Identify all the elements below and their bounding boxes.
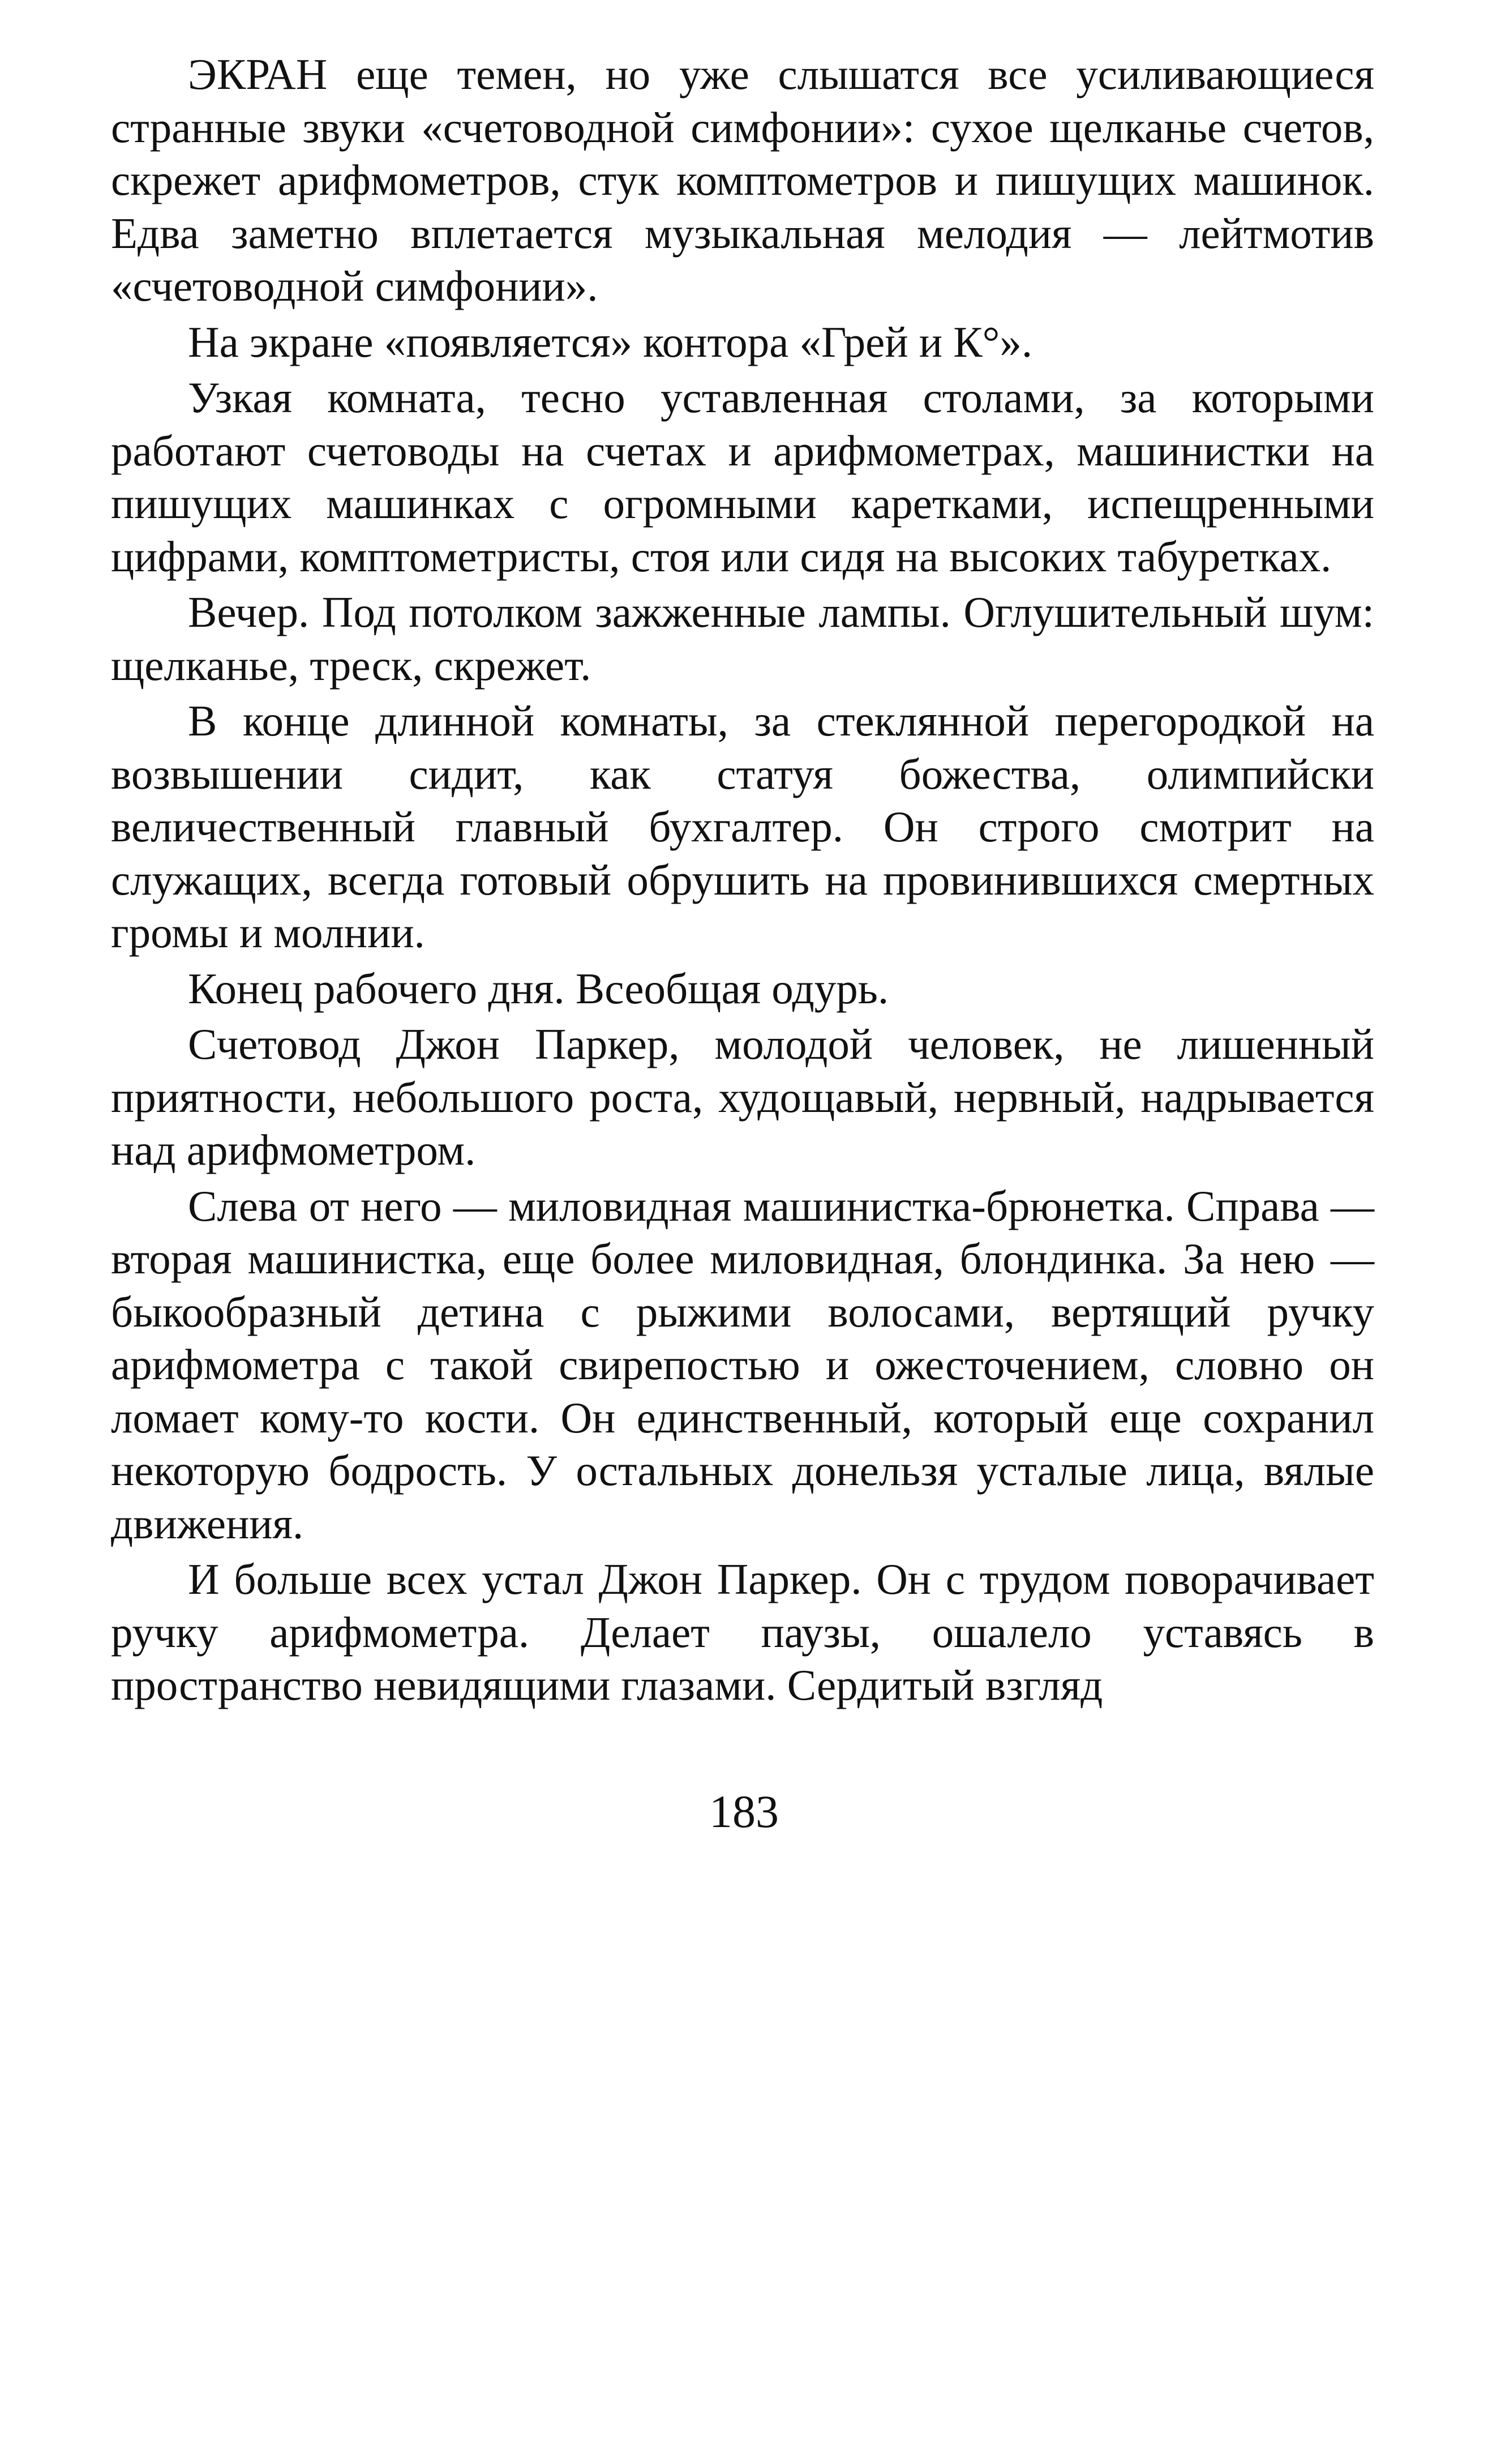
- paragraph-2: На экране «появляется» контора «Грей и К°».: [188, 317, 1033, 366]
- paragraph-7: Счетовод Джон Паркер, молодой человек, не лишенный приятности, небольшого роста, худощавый, нервный, надрывается над арифмометром.: [111, 1020, 1374, 1174]
- paragraph-5: В конце длинной комнаты, за стеклянной перегородкой на возвышении сидит, как статуя божества, олимпийски величественный главный бухгалтер. Он строго смотрит на служащих, всегда готовый обрушить на провинившихся смертных громы и молнии.: [111, 696, 1374, 957]
- paragraph-3: Узкая комната, тесно уставленная столами, за которыми работают счетоводы на счетах и арифмометрах, машинистки на пишущих машинках с огромными каретками, испещренными цифрами, комптометристы, стоя или сидя на высоких табуретках.: [111, 373, 1374, 581]
- paragraph-1: ЭКРАН еще темен, но уже слышатся все усиливающиеся странные звуки «счетоводной симфонии»: сухое щелканье счетов, скрежет арифмометров, стук комптометров и пишущих машинок. Едва заметно вплетается музыкальная мелодия — лейтмотив «счетоводной симфонии».: [111, 50, 1374, 310]
- paragraph-6: Конец рабочего дня. Всеобщая одурь.: [188, 964, 889, 1013]
- paragraph-4: Вечер. Под потолком зажженные лампы. Оглушительный шум: щелканье, треск, скрежет.: [111, 588, 1374, 690]
- page-number: 183: [709, 1786, 779, 1837]
- paragraph-8: Слева от него — миловидная машинистка-брюнетка. Справа — вторая машинистка, еще более миловидная, блондинка. За нею — быкообразный детина с рыжими волосами, вертящий ручку арифмометра с такой свирепостью и ожесточением, словно он ломает кому-то кости. Он единственный, который еще сохранил некоторую бодрость. У остальных донельзя усталые лица, вялые движения.: [111, 1181, 1374, 1548]
- body-text: [111, 48, 1374, 1715]
- paragraph-9: И больше всех устал Джон Паркер. Он с трудом поворачивает ручку арифмометра. Делает паузы, ошалело уставясь в пространство невидящими глазами. Сердитый взгляд: [111, 1555, 1374, 1709]
